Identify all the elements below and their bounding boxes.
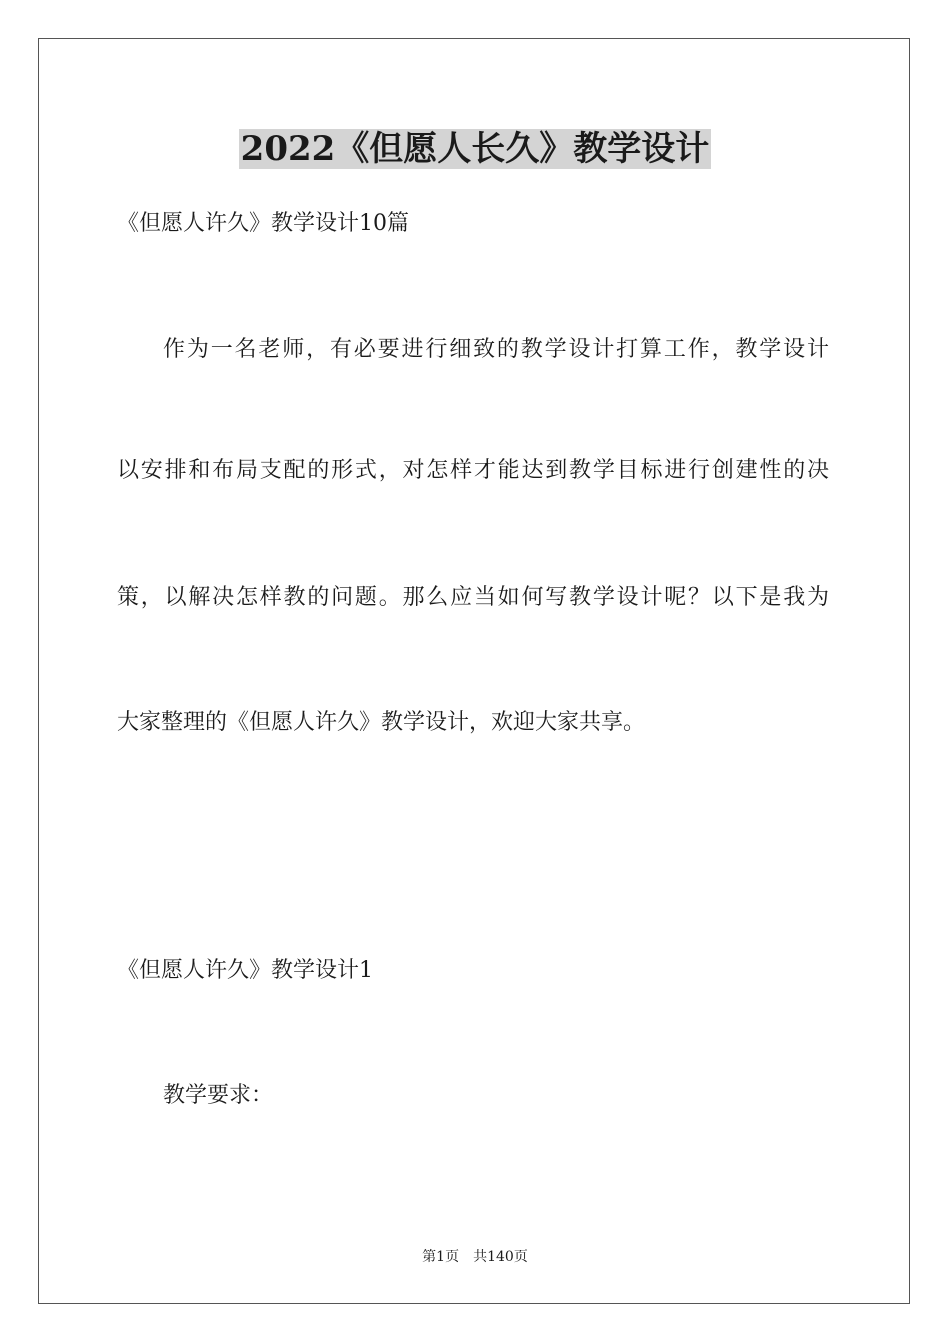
intro-line-3: 策，以解决怎样教的问题。那么应当如何写教学设计呢？以下是我为: [117, 585, 829, 610]
intro-line-1: 作为一名老师，有必要进行细致的教学设计打算工作，教学设计: [163, 337, 829, 362]
page-footer: [0, 1247, 950, 1267]
intro-line-2: 以安排和布局支配的形式，对怎样才能达到教学目标进行创建性的决: [117, 458, 829, 483]
document-title: [0, 127, 950, 171]
teaching-requirements-label: 教学要求：: [163, 1083, 274, 1108]
page-total: 共140页: [473, 1249, 528, 1265]
intro-line-4: 大家整理的《但愿人许久》教学设计，欢迎大家共享。: [117, 710, 646, 735]
document-title-text: 2022《但愿人长久》教学设计: [240, 129, 710, 169]
page-number: 第1页: [422, 1249, 460, 1265]
document-subtitle: 《但愿人许久》教学设计10篇: [117, 211, 409, 236]
section-heading: 《但愿人许久》教学设计1: [117, 958, 373, 983]
